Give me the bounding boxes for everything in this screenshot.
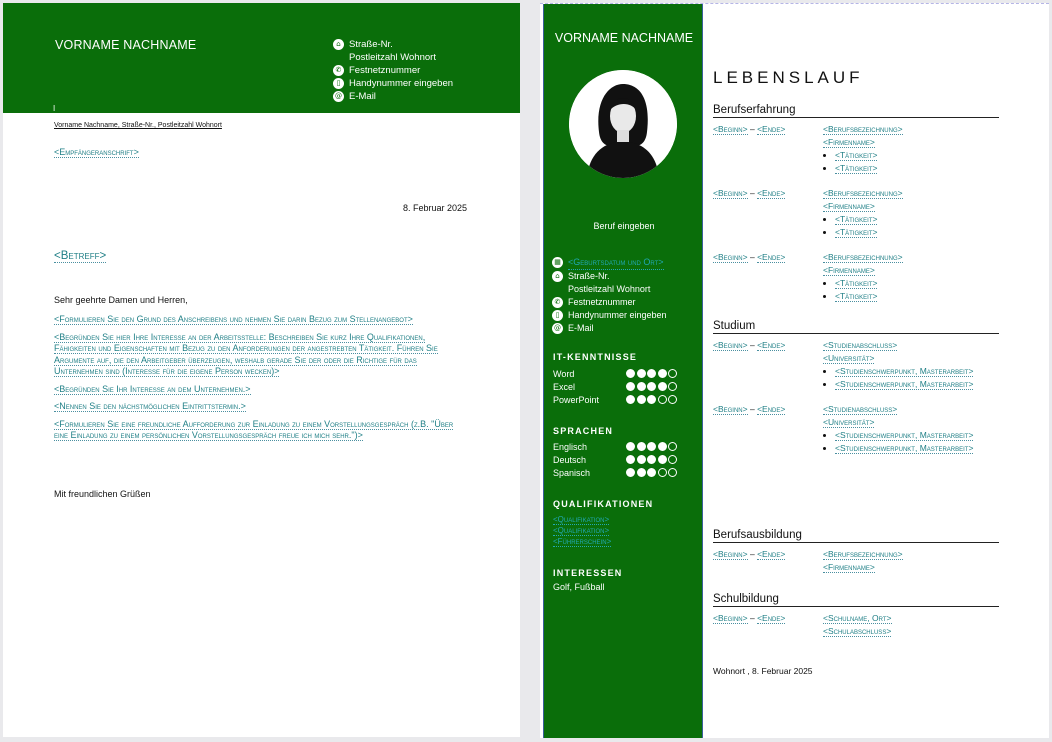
rating-dot [647,369,656,378]
language-name: Deutsch [553,454,587,465]
salutation: Sehr geehrte Damen und Herren, [54,295,188,305]
cv-title: LEBENSLAUF [713,68,864,87]
entries [713,548,999,574]
at-icon: @ [335,92,342,100]
entry-dates: <Beginn> – <Ende> [713,613,786,623]
entry-bullet [835,149,903,162]
entry-bullet [835,162,903,175]
entry-detail-field[interactable]: <Tätigkeit> [835,150,878,160]
qualification-field[interactable]: <Qualifikation> [553,526,610,535]
it-skills-list [553,367,693,406]
rating-dot [668,468,677,477]
entry-body [823,612,892,638]
entry-bullet [835,365,973,378]
job-title[interactable]: Beruf eingeben [593,221,655,231]
rating-dot [647,395,656,404]
letter-postal-city: Postleitzahl Wohnort [349,52,436,63]
section-heading: Studium [713,320,999,334]
letter-date: 8. Februar 2025 [403,203,468,213]
interests-title: INTERESSEN [553,568,623,578]
entry-title-field[interactable]: <Studienabschluss> [823,340,898,350]
qualifications-title: QUALIFIKATIONEN [553,499,654,509]
entry-org-field[interactable]: <Universität> [823,417,875,427]
skill-name: Excel [553,381,576,392]
sender-address-line: Vorname Nachname, Straße-Nr., Postleitzahl Wohnort [54,122,222,129]
calendar-icon: ▦ [552,257,563,268]
end-date-field[interactable]: <Ende> [757,613,786,623]
cover-letter-page [3,3,520,737]
end-date-field[interactable]: <Ende> [757,188,786,198]
cv-entry [713,612,999,638]
rating-dot [668,442,677,451]
entry-dates: <Beginn> – <Ende> [713,404,786,414]
rating-dot [626,455,635,464]
begin-date-field[interactable]: <Beginn> [713,613,748,623]
end-date-field[interactable]: <Ende> [757,549,786,559]
rating-dot [658,382,667,391]
entry-detail-field[interactable]: <Studienschwerpunkt, Masterarbeit> [835,379,974,389]
languages-title: SPRACHEN [553,426,614,436]
language-rating [626,455,679,464]
recipient-address-field[interactable]: <Empfängeranschrift> [54,147,139,157]
end-date-field[interactable]: <Ende> [757,124,786,134]
entry-org-field[interactable]: <Firmenname> [823,562,875,572]
phone-icon: ✆ [552,297,563,308]
entry-org-field[interactable]: <Firmenname> [823,201,875,211]
rating-dot [626,442,635,451]
cv-phone: Festnetznummer [568,297,636,307]
entry-bullet [835,226,903,239]
subject-field[interactable]: <Betreff> [54,250,107,262]
cv-email: E-Mail [568,323,594,333]
entry-dates: <Beginn> – <Ende> [713,549,786,559]
rating-dot [658,468,667,477]
cv-postal-city: Postleitzahl Wohnort [568,284,651,294]
interests-text: Golf, Fußball [553,582,605,592]
closing: Mit freundlichen Grüßen [54,489,151,499]
birth-date-field[interactable]: <Geburtsdatum und Ort> [568,256,664,270]
letter-applicant-name: VORNAME NACHNAME [55,38,197,52]
entry-bullet [835,442,973,455]
rating-dot [658,455,667,464]
rating-dot [626,395,635,404]
cv-entry [713,251,999,303]
phone-icon: ✆ [333,65,344,76]
entries [713,612,999,638]
skill-rating [626,369,679,378]
section-heading: Schulbildung [713,593,999,607]
cv-entry [713,403,999,455]
entry-bullet [835,213,903,226]
rating-dot [668,455,677,464]
entry-bullet [835,277,903,290]
cv-applicant-name: VORNAME NACHNAME [554,31,694,45]
section-studies [713,320,999,467]
entry-dates: <Beginn> – <Ende> [713,340,786,350]
language-row [553,453,693,466]
end-date-field[interactable]: <Ende> [757,340,786,350]
entry-detail-field[interactable]: <Studienschwerpunkt, Masterarbeit> [835,443,974,453]
cv-entry [713,123,999,175]
letter-email: E-Mail [349,91,376,102]
rating-dot [668,395,677,404]
entry-dates: <Beginn> – <Ende> [713,188,786,198]
mobile-icon: ▯ [552,310,563,321]
language-name: Spanisch [553,467,591,478]
cv-contact-block [552,256,667,335]
skill-name: Word [553,368,575,379]
entry-dates: <Beginn> – <Ende> [713,252,786,262]
letter-phone: Festnetznummer [349,65,421,76]
rating-dot [658,369,667,378]
begin-date-field[interactable]: <Beginn> [713,188,748,198]
entry-title-field[interactable]: <Berufsbezeichnung> [823,252,903,262]
body-paragraph-interview-request[interactable]: <Formulieren Sie eine freundliche Aufforderung zur Einladung zu einem Vorstellungsgespräch (z.B. "Über eine Einladung zu einem persönlichen Vorstellungsgespräch freue ich mich sehr.")> [54,418,454,440]
skill-row [553,367,693,380]
end-date-field[interactable]: <Ende> [757,252,786,262]
rating-dot [626,382,635,391]
letter-body [54,314,454,448]
entry-org-field[interactable]: <Firmenname> [823,137,875,147]
entry-org-field[interactable]: <Schulabschluss> [823,626,892,636]
languages-list [553,440,693,479]
entry-detail-field[interactable]: <Tätigkeit> [835,163,878,173]
body-paragraph-start-date[interactable]: <Nennen Sie den nächstmöglichen Eintrittstermin.> [54,401,246,411]
rating-dot [647,455,656,464]
section-work-experience [713,104,999,315]
rating-dot [637,468,646,477]
rating-dot [637,455,646,464]
at-icon: @ [554,324,561,332]
letter-contact-block [333,38,453,103]
entry-title-field[interactable]: <Schulname, Ort> [823,613,892,623]
skill-rating [626,395,679,404]
qualification-field[interactable]: <Qualifikation> [553,515,610,524]
cv-street: Straße-Nr. [568,271,610,281]
cv-mobile: Handynummer eingeben [568,310,667,320]
body-paragraph-company-interest[interactable]: <Begründen Sie Ihr Interesse an dem Unternehmen.> [54,383,251,394]
cv-entry [713,339,999,391]
language-rating [626,468,679,477]
entry-detail-field[interactable]: <Tätigkeit> [835,227,878,237]
entries [713,123,999,303]
rating-dot [626,369,635,378]
entry-title-field[interactable]: <Berufsbezeichnung> [823,188,903,198]
skill-rating [626,382,679,391]
rating-dot [668,369,677,378]
end-date-field[interactable]: <Ende> [757,404,786,414]
entry-title-field[interactable]: <Berufsbezeichnung> [823,549,903,559]
entry-body [823,403,973,455]
entry-bullet [835,290,903,303]
entry-dates: <Beginn> – <Ende> [713,124,786,134]
letter-mobile: Handynummer eingeben [349,78,454,89]
section-school [713,593,999,650]
entry-title-field[interactable]: <Berufsbezeichnung> [823,124,903,134]
body-paragraph-qualifications[interactable]: <Begründen Sie hier Ihre Interesse an der Arbeitsstelle: Beschreiben Sie kurz Ihre Qualifikationen, Fähigkeiten und Eigenschaften mit Bezug zu den Anforderungen der angestrebten Tätigkeit. Führen Sie Argumente auf, die den Arbeitgeber überzeugen, weshalb gerade Sie der oder die Richtige für das Unternehmen sind (Interesse für die eigene Person wecken)> [54,331,438,376]
entry-body [823,339,973,391]
rating-dot [647,442,656,451]
entry-org-field[interactable]: <Universität> [823,353,875,363]
cv-entry [713,187,999,239]
entry-detail-field[interactable]: <Studienschwerpunkt, Masterarbeit> [835,366,974,376]
begin-date-field[interactable]: <Beginn> [713,404,748,414]
begin-date-field[interactable]: <Beginn> [713,340,748,350]
drivers-license-field[interactable]: <Führerschein> [553,537,612,546]
skill-row [553,393,693,406]
entry-body [823,123,903,175]
entry-detail-field[interactable]: <Tätigkeit> [835,291,878,301]
rating-dot [647,382,656,391]
rating-dot [637,382,646,391]
entry-body [823,251,903,303]
entry-detail-field[interactable]: <Tätigkeit> [835,278,878,288]
qualifications-list [553,514,611,547]
it-skills-title: IT-KENNTNISSE [553,352,638,362]
begin-date-field[interactable]: <Beginn> [713,252,748,262]
entry-bullet [835,378,973,391]
language-name: Englisch [553,441,588,452]
rating-dot [637,395,646,404]
place-date-line: Wohnort , 8. Februar 2025 [713,666,813,676]
text-cursor: I [53,104,56,113]
language-row [553,466,693,479]
entry-title-field[interactable]: <Studienabschluss> [823,404,898,414]
language-rating [626,442,679,451]
house-icon: ⌂ [552,271,563,282]
section-heading: Berufsausbildung [713,529,999,543]
skill-row [553,380,693,393]
language-row [553,440,693,453]
rating-dot [626,468,635,477]
cv-sidebar [543,4,703,738]
rating-dot [637,369,646,378]
entry-org-field[interactable]: <Firmenname> [823,265,875,275]
house-icon: ⌂ [333,39,344,50]
entry-bullet [835,429,973,442]
rating-dot [668,382,677,391]
section-vocational-training [713,529,999,586]
begin-date-field[interactable]: <Beginn> [713,124,748,134]
rating-dot [658,395,667,404]
entry-detail-field[interactable]: <Studienschwerpunkt, Masterarbeit> [835,430,974,440]
rating-dot [658,442,667,451]
rating-dot [647,468,656,477]
entry-body [823,187,903,239]
entry-body [823,548,903,574]
body-paragraph-reason[interactable]: <Formulieren Sie den Grund des Anschreibens und nehmen Sie darin Bezug zum Stellenangebot> [54,314,413,324]
cv-page [540,3,1049,738]
entries [713,339,999,455]
avatar[interactable] [569,70,677,178]
begin-date-field[interactable]: <Beginn> [713,549,748,559]
skill-name: PowerPoint [553,394,600,405]
cv-entry [713,548,999,574]
section-heading: Berufserfahrung [713,104,999,118]
entry-detail-field[interactable]: <Tätigkeit> [835,214,878,224]
rating-dot [637,442,646,451]
letter-street: Straße-Nr. [349,39,393,50]
mobile-icon: ▯ [333,78,344,89]
